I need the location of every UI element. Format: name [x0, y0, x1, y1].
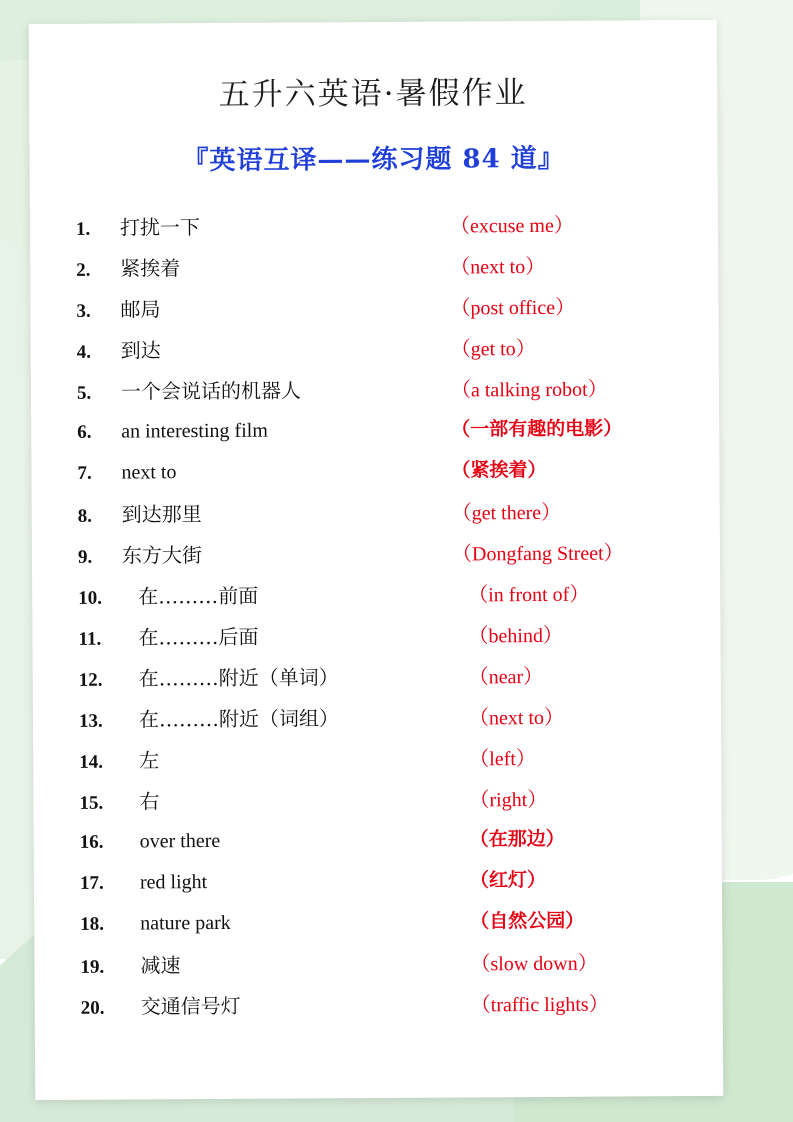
item-answer: （一部有趣的电影） [451, 417, 623, 441]
list-item [79, 782, 681, 827]
item-number: 3. [76, 300, 91, 322]
list-item [79, 741, 681, 786]
item-term: 减速 [140, 953, 181, 978]
item-answer: （next to） [468, 706, 565, 730]
list-item [80, 864, 682, 909]
item-number: 17. [79, 872, 104, 894]
item-answer: （紧挨着） [451, 458, 547, 482]
item-term: next to [121, 461, 177, 484]
item-term: red light [139, 871, 208, 894]
item-answer: （next to） [450, 255, 546, 279]
item-number: 7. [77, 462, 92, 484]
item-number: 2. [76, 259, 91, 281]
item-answer: （get to） [450, 338, 536, 361]
item-term: 紧挨着 [120, 256, 181, 281]
item-answer: （slow down） [470, 952, 598, 976]
item-answer: （post office） [450, 296, 576, 320]
item-term: 左 [139, 748, 160, 773]
item-term: nature park [140, 911, 231, 935]
page-subtitle: 『英语互译——练习题 84 道』 [182, 143, 565, 177]
item-term: 到达 [120, 338, 161, 363]
item-answer: （在那边） [469, 827, 565, 851]
list-item [76, 290, 678, 335]
item-answer: （right） [469, 788, 548, 812]
list-item [80, 946, 682, 991]
item-answer: （自然公园） [470, 909, 585, 933]
item-number: 18. [80, 913, 105, 935]
item-number: 20. [80, 997, 105, 1019]
item-term: 在………附近（词组） [138, 706, 340, 732]
item-number: 14. [79, 751, 104, 773]
item-answer: （a talking robot） [450, 378, 608, 402]
item-answer: （红灯） [469, 868, 547, 892]
item-term: 到达那里 [121, 502, 202, 527]
item-number: 1. [75, 218, 91, 240]
list-item [79, 659, 681, 704]
item-number: 11. [78, 628, 102, 650]
item-term: 在………后面 [138, 624, 259, 650]
list-item [78, 577, 680, 622]
item-term: 一个会说话的机器人 [120, 378, 302, 404]
item-answer: （in front of） [468, 583, 590, 607]
item-term: 打扰一下 [119, 215, 201, 240]
list-item [77, 372, 679, 417]
item-term: over there [139, 829, 221, 853]
item-number: 10. [78, 587, 103, 609]
list-item [76, 249, 678, 294]
list-item [80, 905, 682, 950]
list-item [76, 208, 678, 253]
item-answer: （Dongfang Street） [451, 542, 624, 566]
item-term: 在………附近（单词） [138, 665, 339, 691]
item-number: 19. [80, 956, 105, 978]
item-number: 13. [78, 710, 103, 732]
list-item [77, 413, 679, 458]
item-answer: （behind） [468, 624, 563, 648]
item-number: 16. [79, 831, 104, 853]
page-title: 五升六英语·暑假作业 [218, 75, 528, 113]
item-number: 8. [77, 505, 93, 527]
list-item [78, 495, 680, 540]
item-answer: （near） [468, 665, 544, 689]
item-term: an interesting film [121, 419, 268, 443]
item-answer: （excuse me） [449, 214, 574, 238]
item-term: 交通信号灯 [140, 993, 241, 1019]
list-item [77, 331, 679, 376]
item-answer: （left） [469, 748, 536, 771]
list-item [78, 536, 680, 581]
item-term: 在………前面 [138, 583, 259, 609]
list-item [77, 454, 679, 499]
item-term: 邮局 [120, 297, 161, 322]
list-item [79, 700, 681, 745]
item-term: 右 [139, 789, 160, 814]
list-item [81, 987, 683, 1032]
item-answer: （traffic lights） [470, 993, 609, 1017]
item-number: 6. [77, 421, 92, 443]
worksheet-card [29, 20, 724, 1100]
exercise-list [64, 208, 689, 1032]
item-answer: （get there） [451, 501, 562, 525]
item-number: 4. [76, 341, 92, 363]
list-item [78, 618, 680, 663]
item-number: 15. [79, 792, 104, 814]
list-item [80, 823, 682, 868]
item-number: 12. [78, 669, 103, 691]
item-number: 9. [77, 546, 93, 568]
item-term: 东方大街 [121, 543, 203, 568]
item-number: 5. [76, 382, 92, 404]
